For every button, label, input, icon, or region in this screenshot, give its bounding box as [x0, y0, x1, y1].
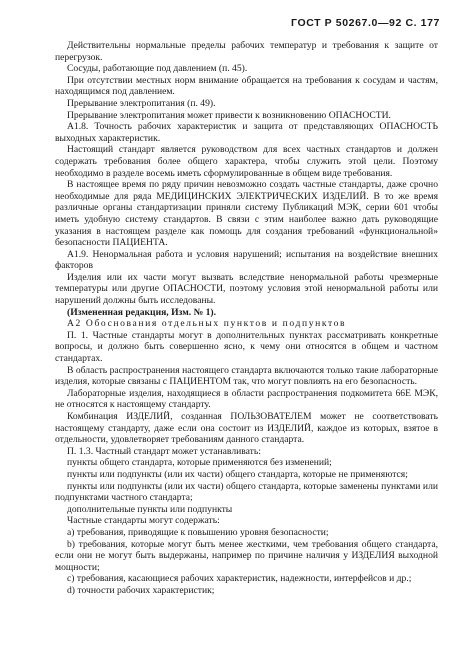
page-header: ГОСТ Р 50267.0—92 С. 177 [291, 17, 440, 29]
paragraph: П. 1.3. Частный стандарт может устанавливать: [67, 445, 261, 457]
paragraph: П. 1. Частные стандарты могут в дополнительных пунктах рассматривать конкретные вопросы, и должно быть совершенно ясно, к чему они относятся в общем и частном стандартах. [55, 329, 438, 365]
paragraph: Сосуды, работающие под давлением (п. 45). [67, 63, 248, 75]
paragraph: Прерывание электропитания может привести к возникновению ОПАСНОСТИ. [67, 109, 391, 121]
list-item: пункты или подпункты (или их части) общего стандарта, которые не применяются; [67, 468, 408, 480]
paragraph: В область распространения настоящего стандарта включаются только такие лабораторные изделия, которые связаны с ПАЦИЕНТОМ так, что могут повлиять на его безопасность. [55, 364, 438, 388]
list-item: а) требования, приводящие к повышению уровня безопасности; [67, 526, 329, 538]
list-item: d) точности рабочих характеристик; [67, 584, 215, 596]
paragraph: При отсутствии местных норм внимание обращается на требования к сосудам и частям, находящимся под давлением. [55, 74, 438, 98]
paragraph: Действительны нормальные пределы рабочих температур и требования к защите от перегрузок. [55, 40, 438, 63]
paragraph: В настоящее время по ряду причин невозможно создать частные стандарты, даже срочно необходимые для ряда МЕДИЦИНСКИХ ЭЛЕКТРИЧЕСКИХ ИЗДЕЛИЙ. В то же время различные органы стандартизации приняли систему Публикаций МЭК, серии 601 чтобы иметь удобную систему стандартов. В связи с этим наиболее важно дать руководящие указания в настоящем разделе как помощь для создания требований «функциональной» безопасности ПАЦИЕНТА. [55, 179, 438, 249]
section-heading: А2 Обоснования отдельных пунктов и подпунктов [67, 318, 347, 330]
list-item: с) требования, касающиеся рабочих характеристик, надежности, интерфейсов и др.; [67, 573, 412, 585]
paragraph: А1.9. Ненормальная работа и условия нарушений; испытания на воздействие внешних факторов [55, 248, 438, 272]
paragraph: Настоящий стандарт является руководством для всех частных стандартов и должен содержать требования более общего характера, чтобы служить этой цели. Поэтому необходимо в разделе восемь иметь сформулированные в общем виде требования. [55, 144, 438, 179]
document-body [55, 40, 438, 597]
paragraph: А1.8. Точность рабочих характеристик и защита от представляющих ОПАСНОСТЬ выходных характеристик. [55, 121, 438, 144]
paragraph: Лабораторные изделия, находящиеся в области распространения подкомитета 66Е МЭК, не относятся к настоящему стандарту. [55, 387, 438, 411]
amendment-note: (Измененная редакция, Изм. № 1). [67, 306, 217, 318]
list-item: дополнительные пункты или подпункты [67, 503, 233, 515]
paragraph: Комбинация ИЗДЕЛИЙ, созданная ПОЛЬЗОВАТЕЛЕМ может не соответствовать настоящему стандарту, даже если она состоит из ИЗДЕЛИЙ, каждое из которых, взятое в отдельности, удовлетворяет требованиям данного стандарта. [55, 411, 438, 446]
paragraph: Изделия или их части могут вызвать вследствие ненормальной работы чрезмерные температуры или другие ОПАСНОСТИ, поэтому условия этой ненормальной работы или нарушений должны быть исследованы. [55, 271, 438, 307]
list-item: пункты или подпункты (или их части) общего стандарта, которые заменены пунктами или подпунктами частного стандарта; [55, 480, 438, 504]
paragraph: Частные стандарты могут содержать: [67, 515, 220, 527]
list-item: пункты общего стандарта, которые применяются без изменений; [67, 457, 332, 469]
list-item: b) требования, которые могут быть менее жесткими, чем требования общего стандарта, если они не могут быть выдержаны, например по причине наличия у ИЗДЕЛИЯ выходной мощности; [55, 538, 438, 573]
paragraph: Прерывание электропитания (п. 49). [67, 97, 216, 109]
